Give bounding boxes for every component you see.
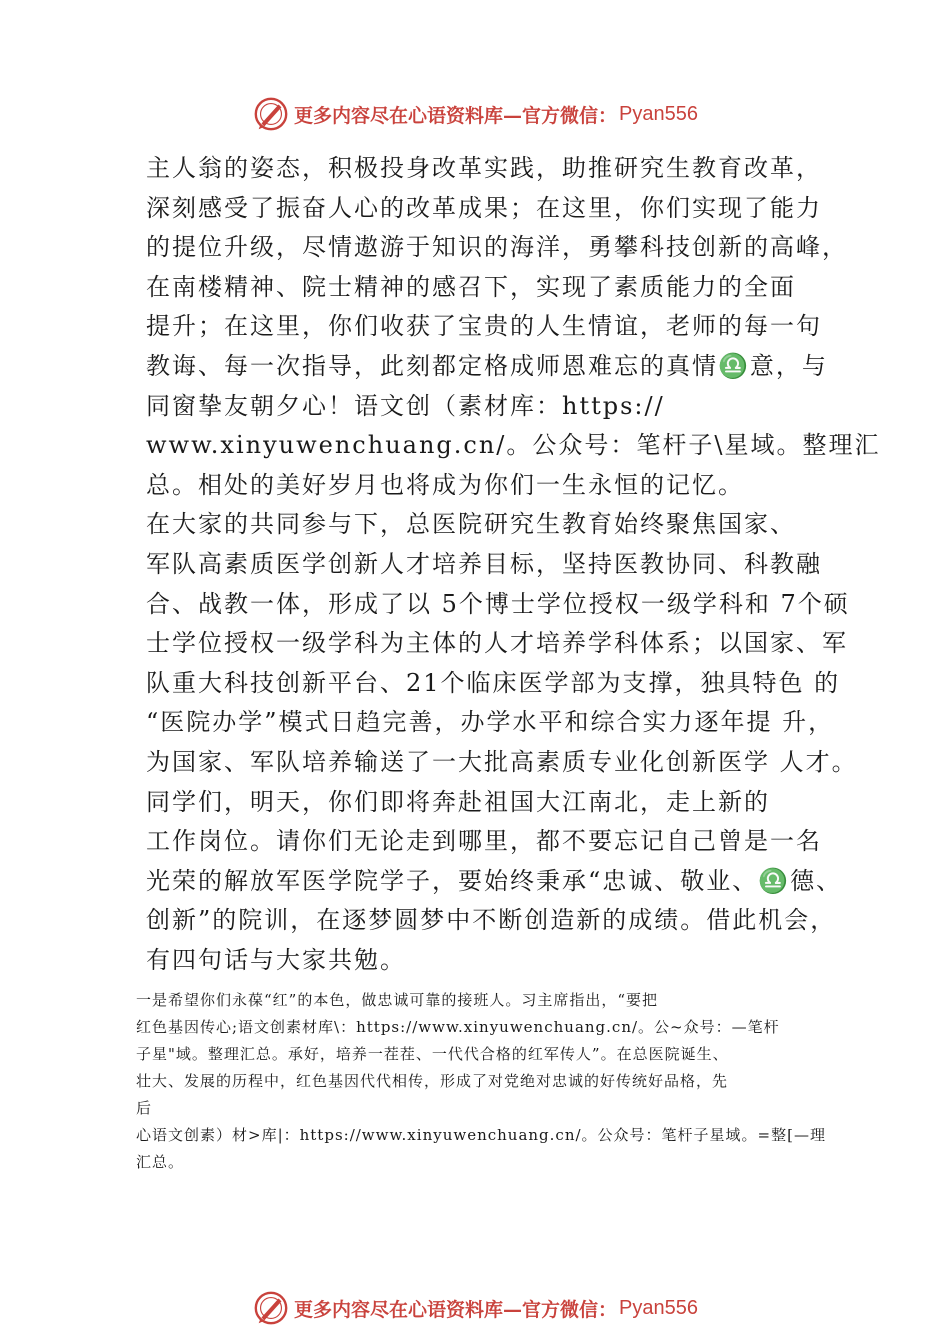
pen-logo-icon xyxy=(252,95,290,133)
text-line: 光荣的解放军医学院学子，要始终秉承“忠诚、敬业、♎德、 xyxy=(146,866,843,895)
banner-title: 更多内容尽在心语资料库 xyxy=(294,1298,504,1321)
text-line: 同学们，明天，你们即将奔赴祖国大江南北，走上新的 xyxy=(146,787,770,816)
text-line: 子星"域。整理汇总。承好，培养一茬茬、一代代合格的红军传人”。在总医院诞生、 xyxy=(136,1045,729,1063)
small-paragraph xyxy=(136,987,846,1176)
footer-banner xyxy=(0,1288,950,1328)
text-line: “医院办学”模式日趋完善，办学水平和综合实力逐年提 升， xyxy=(146,708,835,737)
text-line: 教诲、每一次指导，此刻都定格成师恩难忘的真情♎意，与 xyxy=(146,351,828,380)
text-line: 创新”的院训，在逐梦圆梦中不断创造新的成绩。借此机会， xyxy=(146,906,837,935)
text-line: www.xinyuwenchuang.cn/。公众号：笔杆子\星域。整理汇 xyxy=(146,431,881,460)
text-line: 深刻感受了振奋人心的改革成果；在这里，你们实现了能力 xyxy=(146,193,822,222)
body-paragraphs xyxy=(146,149,881,980)
banner-subtitle: —官方微信： xyxy=(503,104,618,127)
text-line: 在南楼精神、院士精神的感召下，实现了素质能力的全面 xyxy=(146,272,796,301)
banner-subtitle: —官方微信： xyxy=(503,1298,618,1321)
text-line: 有四句话与大家共勉。 xyxy=(146,945,406,974)
banner-title: 更多内容尽在心语资料库 xyxy=(294,104,504,127)
banner-wechat-id: Pyan556 xyxy=(619,102,698,125)
text-line: 壮大、发展的历程中，红色基因代代相传，形成了对党绝对忠诚的好传统好品格，先 xyxy=(136,1072,729,1090)
text-line: 心语文创素）材>库|：https://www.xinyuwenchuang.cn/。公众号：笔杆子星域。=整[—理 xyxy=(136,1126,826,1144)
text-line: 提升；在这里，你们收获了宝贵的人生情谊，老师的每一句 xyxy=(146,312,822,341)
text-line: 同窗挚友朝夕心！语文创（素材库：https:// xyxy=(146,391,665,420)
text-line: 在大家的共同参与下，总医院研究生教育始终聚焦国家、 xyxy=(146,510,796,539)
text-line: 总。相处的美好岁月也将成为你们一生永恒的记忆。 xyxy=(146,470,744,499)
text-line: 主人翁的姿态，积极投身改革实践，助推研究生教育改革， xyxy=(146,154,822,182)
text-line: 合、战教一体，形成了以 5个博士学位授权一级学科和 7个硕 xyxy=(146,589,850,618)
text-line: 士学位授权一级学科为主体的人才培养学科体系；以国家、军 xyxy=(146,629,848,658)
text-line: 后 xyxy=(136,1099,153,1117)
text-line: 队重大科技创新平台、21个临床医学部为支撑，独具特色 的 xyxy=(146,668,841,697)
text-line: 的提位升级，尽情遨游于知识的海洋，勇攀科技创新的高峰， xyxy=(146,233,848,262)
text-line: 工作岗位。请你们无论走到哪里，都不要忘记自己曾是一名 xyxy=(146,827,822,856)
text-line: 为国家、军队培养输送了一大批高素质专业化创新医学 人才。 xyxy=(146,747,858,776)
pen-logo-icon xyxy=(252,1289,290,1327)
text-line: 军队高素质医学创新人才培养目标，坚持医教协同、科教融 xyxy=(146,549,822,578)
text-line: 一是希望你们永葆“红”的本色，做忠诚可靠的接班人。习主席指出，“要把 xyxy=(136,991,659,1009)
text-line: 红色基因传心;语文创素材库\：https://www.xinyuwenchuang.cn/。公~众号：—笔杆 xyxy=(136,1018,780,1036)
banner-wechat-id: Pyan556 xyxy=(619,1296,698,1319)
header-banner xyxy=(0,94,950,134)
text-line: 汇总。 xyxy=(136,1153,185,1171)
